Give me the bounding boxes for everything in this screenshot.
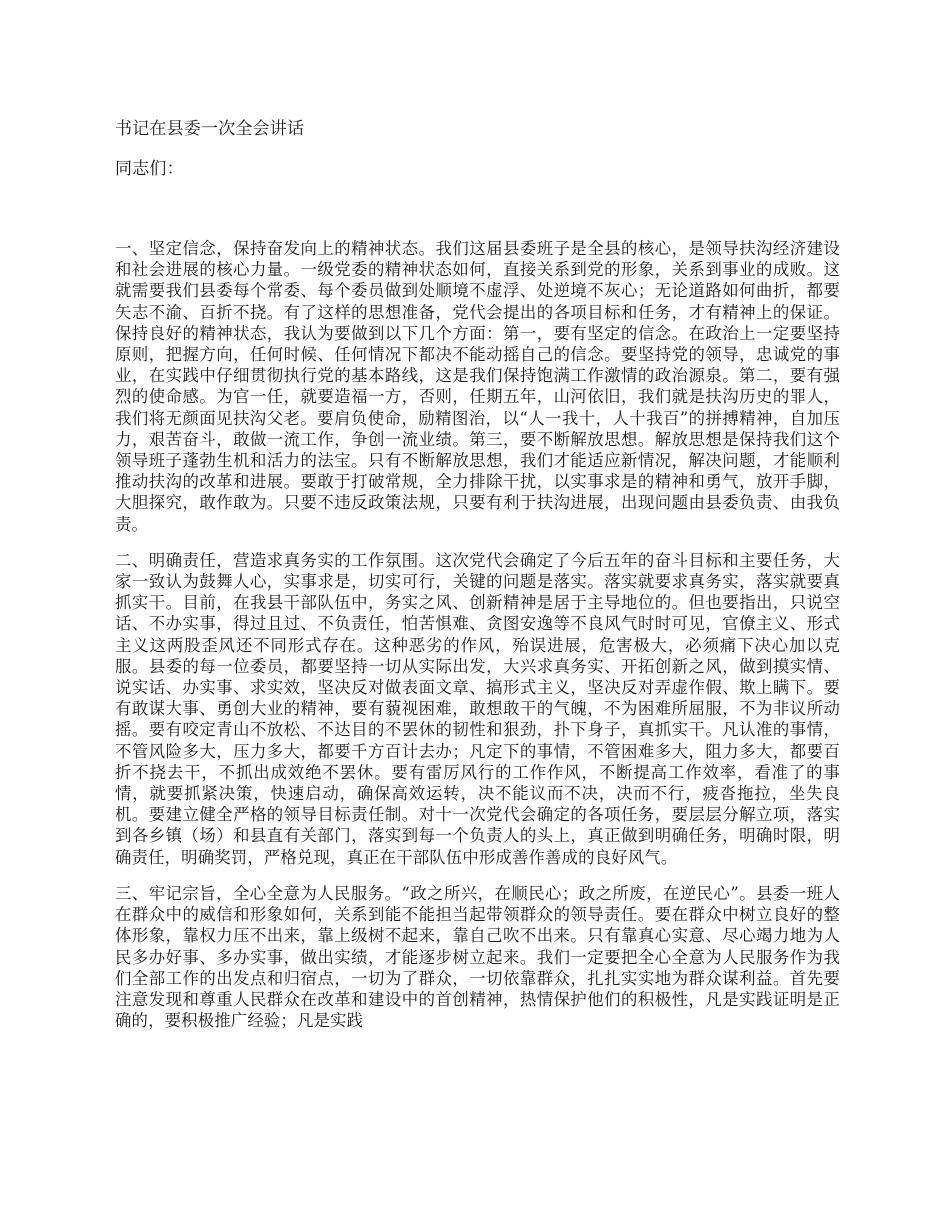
document-title: 书记在县委一次全会讲话 [115, 119, 305, 139]
salutation: 同志们： [115, 159, 184, 179]
document-page [115, 118, 840, 1046]
paragraph-3: 三、牢记宗旨，全心全意为人民服务。“政之所兴，在顺民心；政之所废，在逆民心”。县委一班人在群众中的威信和形象如何，关系到能不能担当起带领群众的领导责任。要在群众中树立良好的整体形象，靠权力压不出来，靠上级树不起来，靠自己吹不出来。只有靠真心实意、尽心竭力地为人民多办好事、多办实事，做出实绩，才能逐步树立起来。我们一定要把全心全意为人民服务作为我们全部工作的出发点和归宿点，一切为了群众，一切依靠群众，扎扎实实地为群众谋利益。首先要注意发现和尊重人民群众在改革和建设中的首创精神，热情保护他们的积极性，凡是实践证明是正确的，要积极推广经验；凡是实践 [115, 883, 840, 1031]
paragraph-1: 一、坚定信念，保持奋发向上的精神状态。我们这届县委班子是全县的核心，是领导扶沟经济建设和社会进展的核心力量。一级党委的精神状态如何，直接关系到党的形象，关系到事业的成败。这就需要我们县委每个常委、每个委员做到处顺境不虚浮、处逆境不灰心；无论道路如何曲折，都要矢志不渝、百折不挠。有了这样的思想准备，党代会提出的各项目标和任务，才有精神上的保证。保持良好的精神状态，我认为要做到以下几个方面：第一，要有坚定的信念。在政治上一定要坚持原则，把握方向，任何时候、任何情况下都决不能动摇自己的信念。要坚持党的领导，忠诚党的事业，在实践中仔细贯彻执行党的基本路线，这是我们保持饱满工作激情的政治源泉。第二，要有强烈的使命感。为官一任，就要造福一方，否则，任期五年，山河依旧，我们就是扶沟历史的罪人，我们将无颜面见扶沟父老。要肩负使命，励精图治，以“人一我十，人十我百”的拼搏精神，自加压力，艰苦奋斗，敢做一流工作，争创一流业绩。第三，要不断解放思想。解放思想是保持我们这个领导班子蓬勃生机和活力的法宝。只有不断解放思想，我们才能适应新情况，解决问题，才能顺利推动扶沟的改革和进展。要敢于打破常规，全力排除干扰，以实事求是的精神和勇气，放开手脚，大胆探究，敢作敢为。只要不违反政策法规，只要有利于扶沟进展，出现问题由县委负责、由我负责。 [115, 239, 840, 534]
paragraph-2: 二、明确责任，营造求真务实的工作氛围。这次党代会确定了今后五年的奋斗目标和主要任务，大家一致认为鼓舞人心，实事求是，切实可行，关键的问题是落实。落实就要求真务实，落实就要真抓实干。目前，在我县干部队伍中，务实之风、创新精神是居于主导地位的。但也要指出，只说空话、不办实事，得过且过、不负责任，怕苦惧难、贪图安逸等不良风气时时可见，官僚主义、形式主义这两股歪风还不同形式存在。这种恶劣的作风，殆误进展，危害极大，必须痛下决心加以克服。县委的每一位委员，都要坚持一切从实际出发，大兴求真务实、开拓创新之风，做到摸实情、说实话、办实事、求实效，坚决反对做表面文章、搞形式主义，坚决反对弄虚作假、欺上瞒下。要有敢谋大事、勇创大业的精神，要有藐视困难，敢想敢干的气魄，不为困难所屈服，不为非议所动摇。要有咬定青山不放松、不达目的不罢休的韧性和狠劲，扑下身子，真抓实干。凡认准的事情，不管风险多大，压力多大，都要千方百计去办；凡定下的事情，不管困难多大，阻力多大，都要百折不挠去干，不抓出成效绝不罢休。要有雷厉风行的工作作风，不断提高工作效率，看准了的事情，就要抓紧决策，快速启动，确保高效运转，决不能议而不决，决而不行，疲沓拖拉，坐失良机。要建立健全严格的领导目标责任制。对十一次党代会确定的各项任务，要层层分解立项，落实到各乡镇（场）和县直有关部门，落实到每一个负责人的头上，真正做到明确任务，明确时限，明确责任，明确奖罚，严格兑现，真正在干部队伍中形成善作善成的良好风气。 [115, 550, 840, 867]
